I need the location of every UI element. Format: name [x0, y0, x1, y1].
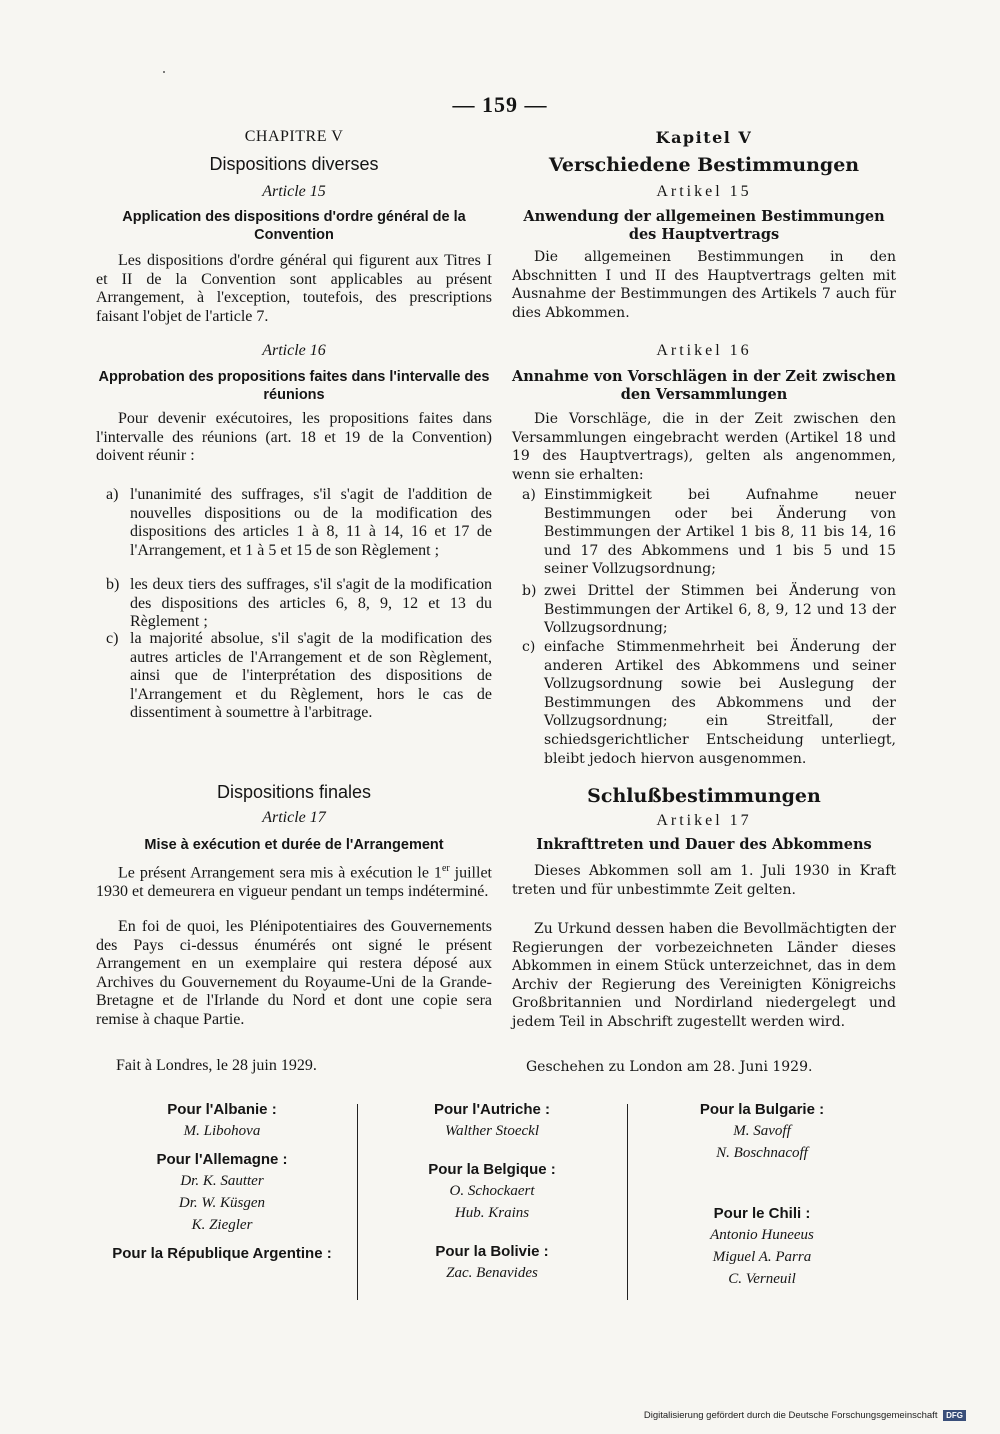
item-text: einfache Stimmenmehrheit bei Änderung der anderen Artikel des Abkommens und seiner Vollzugsordnung sowie bei Auslegung der Bestimmungen des Abkommens und der Vollzugsordnung; ein Streitfall, der schiedsgerichtlicher Entscheidung unterliegt, bleibt jedoch hiervon ausgenommen.	[544, 639, 896, 767]
signature-name: Miguel A. Parra	[712, 1249, 812, 1265]
signature-name: Antonio Huneeus	[710, 1227, 814, 1243]
signatures-column-1	[100, 1100, 344, 1272]
fr-article-16-label: Article 16	[262, 342, 326, 359]
de-place-date: Geschehen zu London am 28. Juni 1929.	[526, 1059, 813, 1075]
signatures-column-2	[372, 1100, 612, 1292]
de-article-16-text: Die Vorschläge, die in der Zeit zwischen den Versammlungen eingebracht werden (Artikel 18 und 19 des Hauptvertrags), gelten als angenommen, wenn sie erhalten:	[512, 411, 896, 483]
de-article-16-label: Artikel 16	[656, 342, 752, 359]
de-section-title-verschiedene: Verschiedene Bestimmungen	[548, 154, 860, 176]
list-item	[512, 582, 896, 638]
fr-article-17-label: Article 17	[262, 809, 326, 826]
list-item	[96, 630, 492, 723]
de-article-16-list	[512, 486, 896, 768]
de-article-16-heading: Annahme von Vorschlägen in der Zeit zwischen den Versammlungen	[512, 368, 896, 403]
de-chapter-title: Kapitel V	[655, 128, 753, 147]
signature-country: Pour la Bulgarie :	[699, 1101, 825, 1118]
signature-name: Zac. Benavides	[446, 1265, 538, 1281]
list-item	[96, 486, 492, 576]
signature-block	[100, 1244, 344, 1264]
item-text: les deux tiers des suffrages, s'il s'agit de la modification des dispositions des articles 6, 8, 9, 12 et 13 du Règlement ;	[130, 576, 492, 631]
fr-place-date: Fait à Londres, le 28 juin 1929.	[116, 1057, 317, 1074]
fr-section-title-finales: Dispositions finales	[216, 782, 372, 802]
signature-block	[642, 1204, 882, 1290]
fr-article-16-heading: Approbation des propositions faites dans l'intervalle des réunions	[98, 369, 490, 403]
de-article-17-text-1: Dieses Abkommen soll am 1. Juli 1930 in Kraft treten und für unbestimmte Zeit gelten.	[512, 863, 896, 898]
signature-name: M. Libohova	[183, 1123, 261, 1139]
de-article-15-text: Die allgemeinen Bestimmungen in den Abschnitten I und II des Hauptvertrags gelten mit Ausnahme der Bestimmungen des Artikels 7 auch für dies Abkommen.	[512, 249, 896, 321]
fr-article-15-heading: Application des dispositions d'ordre général de la Convention	[122, 209, 466, 243]
fr-article-17-heading: Mise à exécution et durée de l'Arrangement	[144, 837, 444, 853]
page-number: — 159 —	[452, 92, 548, 117]
item-marker: b)	[522, 583, 537, 599]
item-marker: b)	[106, 576, 120, 593]
list-item	[512, 638, 896, 768]
de-article-17-text-2: Zu Urkund dessen haben die Bevollmächtigten der Regierungen der vorbezeichneten Länder dieses Abkommen in einem Stück unterzeichnet, das in dem Archiv der Regierung des Vereinigten Königreichs Großbritannien und Nordirland niedergelegt und jedem Teil in Abschrift zugestellt werden wird.	[512, 921, 896, 1030]
de-article-15-heading: Anwendung der allgemeinen Bestimmungen des Hauptvertrags	[523, 208, 885, 243]
signature-block	[100, 1150, 344, 1236]
signature-name: M. Savoff	[733, 1123, 791, 1139]
fr-article-16-list	[96, 486, 492, 723]
signature-divider	[627, 1104, 628, 1300]
signature-divider	[357, 1104, 358, 1300]
list-item	[96, 576, 492, 630]
signature-block	[372, 1100, 612, 1142]
signature-name: Walther Stoeckl	[444, 1123, 539, 1139]
de-section-title-schluss: Schlußbestimmungen	[587, 785, 821, 807]
list-item	[512, 486, 896, 582]
de-article-17-label: Artikel 17	[656, 812, 752, 829]
signature-name: Dr. W. Küsgen	[178, 1195, 266, 1211]
signature-country: Pour l'Albanie :	[167, 1101, 277, 1118]
signature-country: Pour l'Autriche :	[433, 1101, 551, 1118]
item-marker: c)	[106, 630, 119, 647]
item-marker: a)	[106, 486, 119, 503]
de-article-17-heading: Inkrafttreten und Dauer des Abkommens	[536, 836, 872, 853]
item-marker: c)	[522, 639, 536, 655]
signature-country: Pour l'Allemagne :	[156, 1151, 288, 1168]
item-text: la majorité absolue, s'il s'agit de la modification des autres articles de l'Arrangement et de son Règlement, ainsi que de l'interprétation des dispositions de l'Arrangement et du Règlement, hors le cas de dissentiment à soumettre à l'arbitrage.	[130, 630, 492, 722]
signatures-column-3	[642, 1100, 882, 1298]
signature-block	[100, 1100, 344, 1142]
speck	[163, 71, 165, 73]
signature-name: Hub. Krains	[454, 1205, 530, 1221]
signature-name: O. Schockaert	[449, 1183, 535, 1199]
signature-name: N. Boschnacoff	[716, 1145, 808, 1161]
fr-section-title-diverses: Dispositions diverses	[209, 154, 379, 174]
fr-article-15-label: Article 15	[262, 183, 326, 200]
fr-chapter-title: CHAPITRE V	[244, 128, 344, 145]
signature-country: Pour le Chili :	[713, 1205, 811, 1222]
signature-name: C. Verneuil	[728, 1271, 796, 1287]
item-text: l'unanimité des suffrages, s'il s'agit de l'addition de nouvelles dispositions ou de la modification des dispositions des articles 1 à 8, 11 à 14, 16 et 17 de l'Arrangement, et 1 à 5 et 15 de son Règlement ;	[130, 486, 492, 559]
fr-article-17-text-1: Le présent Arrangement sera mis à exécution le 1er juillet 1930 et demeurera en vigueur pendant un temps indéterminé.	[96, 863, 492, 900]
dfg-logo: DFG	[943, 1410, 966, 1421]
item-text: Einstimmigkeit bei Aufnahme neuer Bestimmungen oder bei Änderung von Bestimmungen der Artikel 1 bis 8, 11 bis 14, 16 und 17 des Abkommens und 1 bis 5 und 15 seiner Vollzugsordnung;	[544, 487, 896, 578]
fr-article-17-text-2: En foi de quoi, les Plénipotentiaires des Gouvernements des Pays ci-dessus énumérés ont signé le présent Arrangement en un exemplaire qui restera déposé aux Archives du Gouvernement du Royaume-Uni de la Grande-Bretagne et de l'Irlande du Nord et dont une copie sera remise à chaque Partie.	[96, 918, 492, 1028]
fr-article-15-text: Les dispositions d'ordre général qui figurent aux Titres I et II de la Convention sont applicables au présent Arrangement, à l'exception, toutefois, des prescriptions faisant l'objet de l'article 7.	[96, 252, 492, 325]
signature-block	[372, 1242, 612, 1284]
item-marker: a)	[522, 487, 536, 503]
footer-text: Digitalisierung gefördert durch die Deutsche Forschungsgemeinschaft	[643, 1410, 938, 1421]
fr-article-16-text: Pour devenir exécutoires, les propositions faites dans l'intervalle des réunions (art. 18 et 19 de la Convention) doivent réunir :	[96, 410, 492, 465]
signature-country: Pour la République Argentine :	[112, 1245, 332, 1262]
signature-block	[372, 1160, 612, 1224]
signature-name: K. Ziegler	[191, 1217, 253, 1233]
de-article-15-label: Artikel 15	[656, 183, 752, 200]
signature-country: Pour la Bolivie :	[435, 1243, 549, 1260]
signature-name: Dr. K. Sautter	[180, 1173, 264, 1189]
signature-country: Pour la Belgique :	[428, 1161, 556, 1178]
digitization-footer	[644, 1410, 966, 1421]
signature-block	[642, 1100, 882, 1164]
item-text: zwei Drittel der Stimmen bei Änderung von Bestimmungen der Artikel 6, 8, 9, 12 und 13 der Vollzugsordnung;	[544, 583, 896, 637]
